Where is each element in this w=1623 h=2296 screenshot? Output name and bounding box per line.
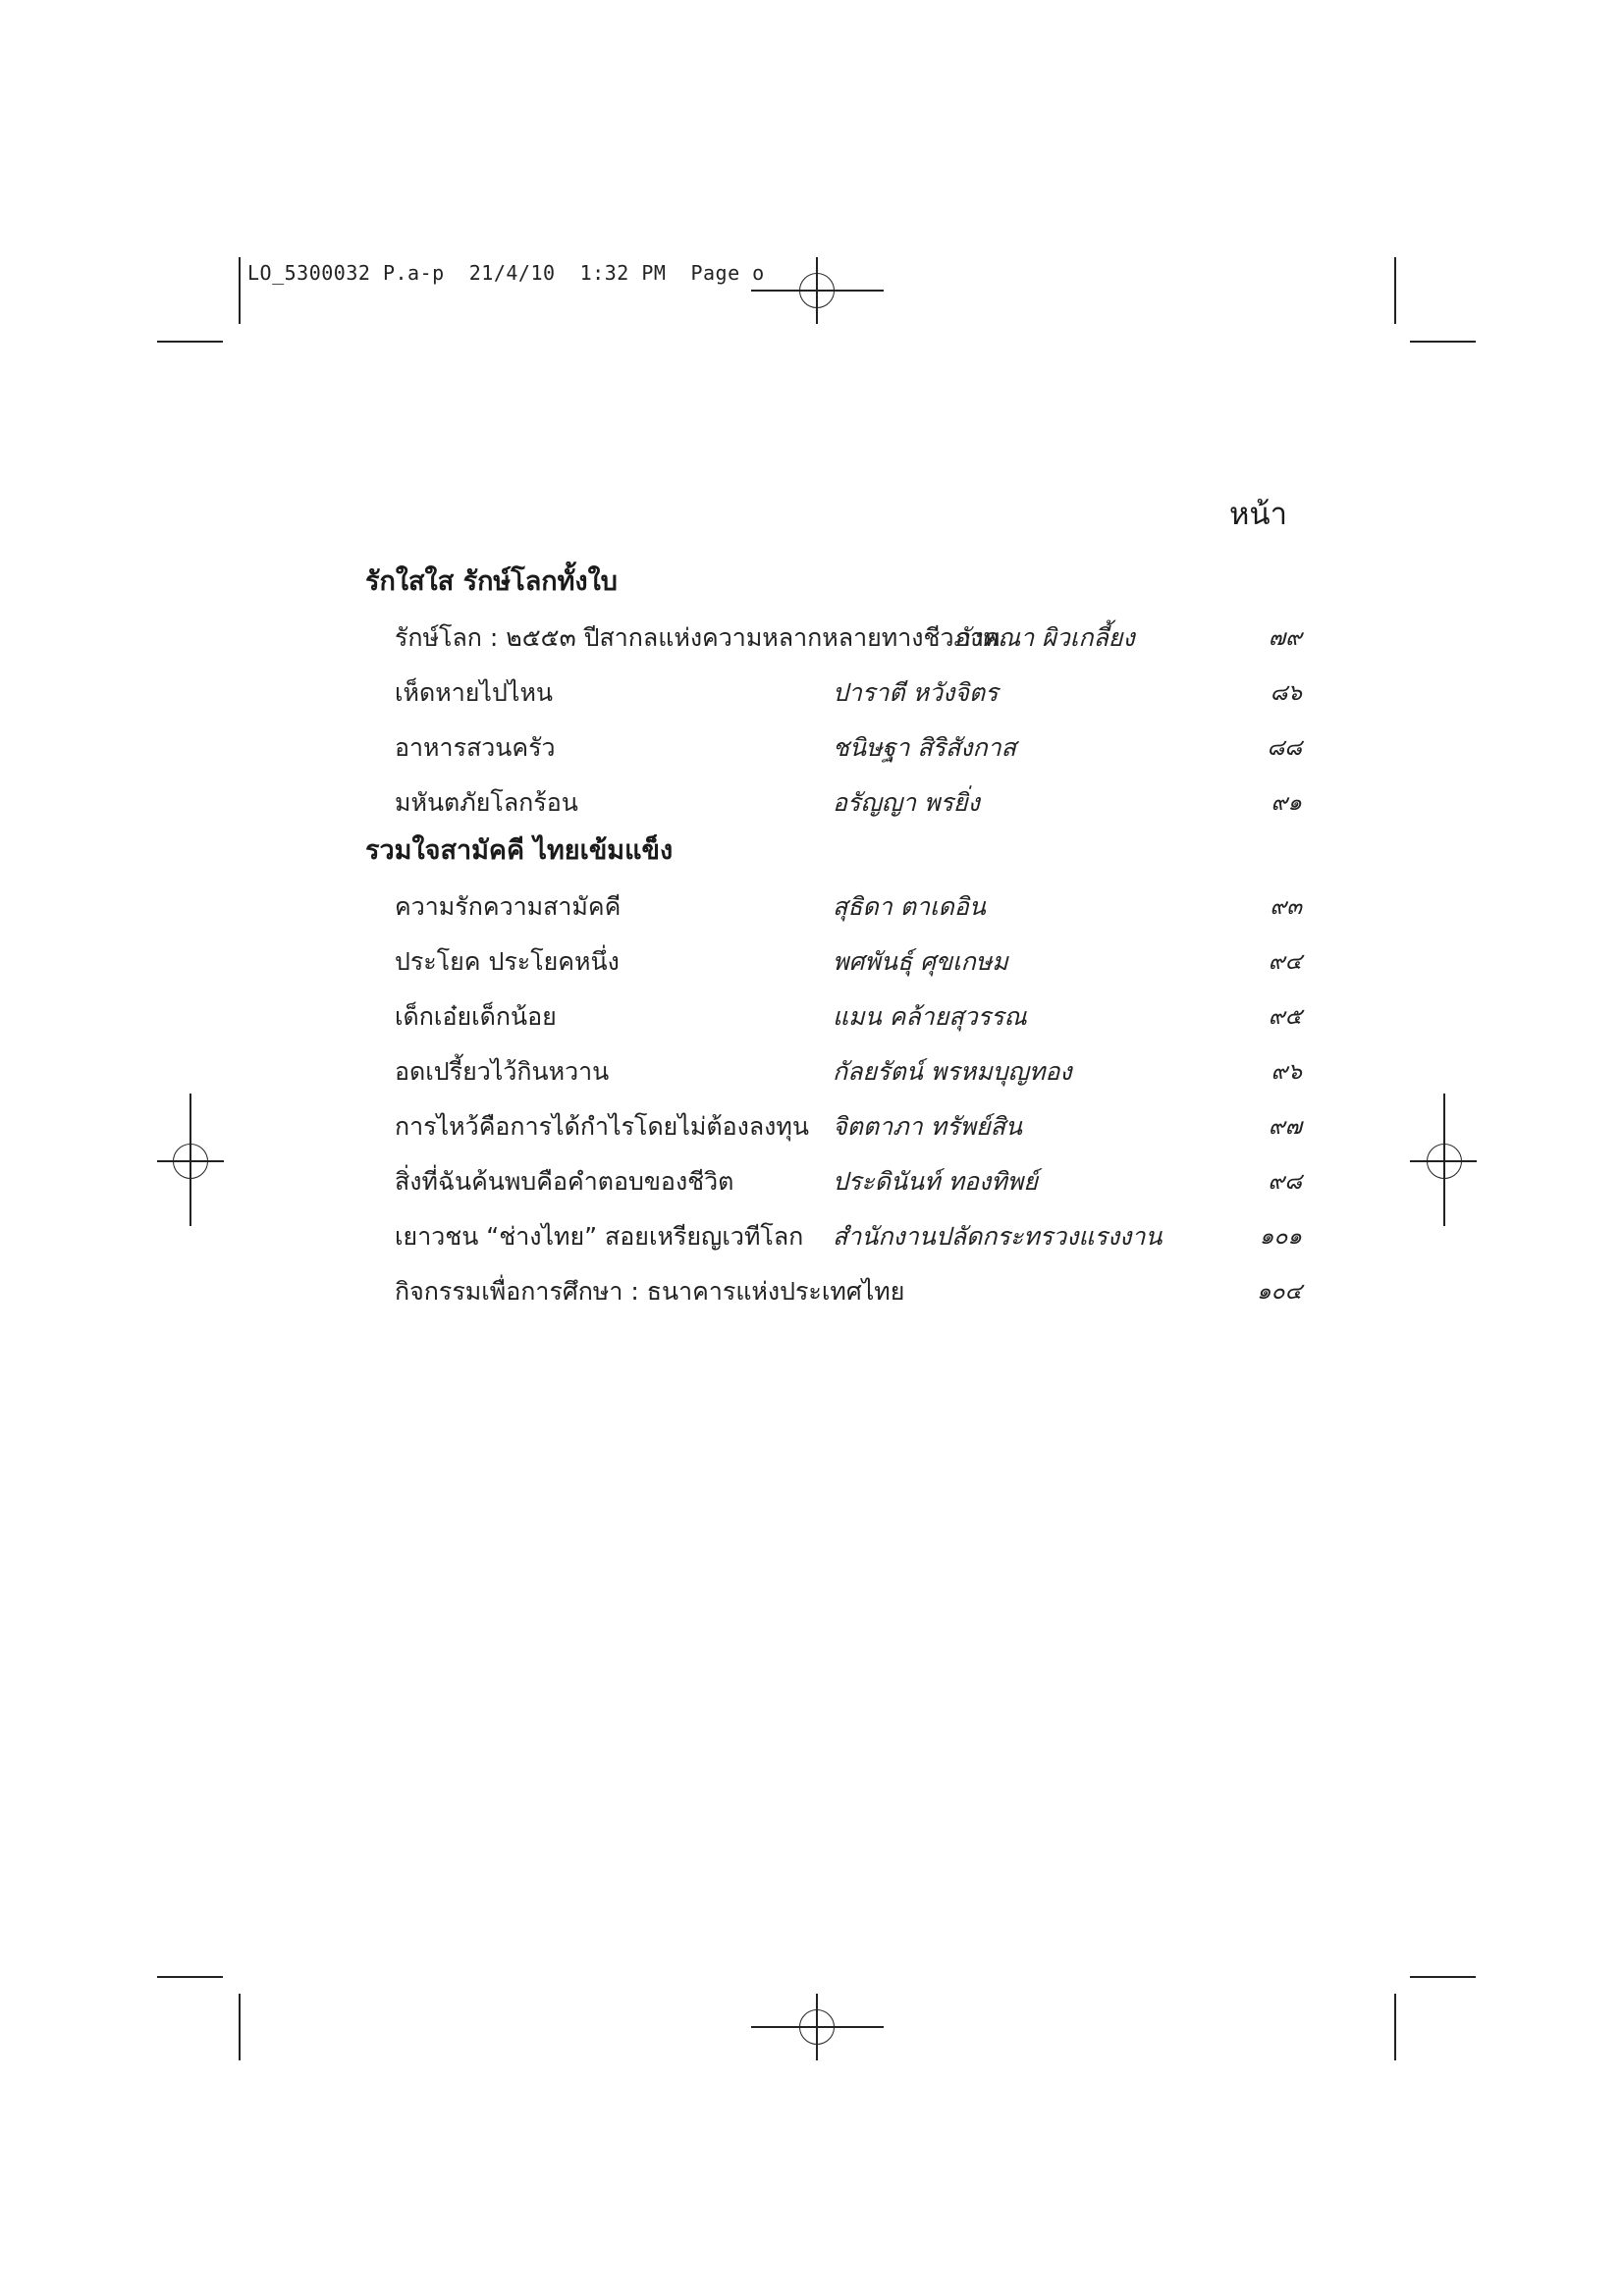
entry-page-number: ๙๓ <box>1270 894 1302 920</box>
entry-title: การไหว้คือการได้กำไรโดยไม่ต้องลงทุน <box>395 1112 809 1141</box>
crop-mark <box>239 257 241 324</box>
entry-title: อาหารสวนครัว <box>395 733 556 762</box>
entry-title: เยาวชน “ช่างไทย” สอยเหรียญเวทีโลก <box>395 1222 804 1251</box>
toc-entry <box>365 931 1308 986</box>
registration-mark-icon <box>1427 1144 1462 1179</box>
page-column-label: หน้า <box>1229 497 1288 532</box>
entry-title: สิ่งที่ฉันค้นพบคือคำตอบของชีวิต <box>395 1167 734 1196</box>
registration-mark-icon <box>799 273 835 308</box>
entry-title: เด็กเอ๋ยเด็กน้อย <box>395 1002 557 1031</box>
crop-mark <box>239 1994 241 2060</box>
entry-page-number: ๗๙ <box>1268 625 1302 651</box>
entry-page-number: ๙๔ <box>1268 949 1302 975</box>
entry-title: มหันตภัยโลกร้อน <box>395 788 578 817</box>
table-of-contents <box>365 558 1308 1315</box>
toc-entry <box>365 986 1308 1041</box>
section-heading: รักใสใส รักษ์โลกทั้งใบ <box>365 566 618 597</box>
entry-author: ปาราตี หวังจิตร <box>833 678 999 707</box>
entry-page-number: ๙๕ <box>1268 1004 1302 1030</box>
toc-entry <box>365 1095 1308 1150</box>
entry-author: กัลยรัตน์ พรหมบุญทอง <box>833 1057 1072 1086</box>
toc-entry <box>365 607 1308 662</box>
entry-title: เห็ดหายไปไหน <box>395 678 554 707</box>
entry-author: พศพันธุ์ ศุขเกษม <box>833 947 1008 976</box>
entry-author: แมน คล้ายสุวรรณ <box>833 1002 1027 1031</box>
entry-page-number: ๙๗ <box>1268 1114 1302 1140</box>
toc-entry <box>365 1041 1308 1095</box>
entry-author: สุธิดา ตาเดอิน <box>833 892 986 921</box>
entry-title: กิจกรรมเพื่อการศึกษา : ธนาคารแห่งประเทศไทย <box>395 1277 905 1306</box>
crop-mark <box>1394 257 1396 324</box>
entry-title: ความรักความสามัคคี <box>395 892 622 921</box>
entry-page-number: ๑๐๔ <box>1256 1279 1302 1305</box>
toc-entry <box>365 1205 1308 1260</box>
entry-page-number: ๘๘ <box>1267 735 1302 761</box>
print-slug: LO_5300032 P.a-p 21/4/10 1:32 PM Page o <box>247 261 765 285</box>
entry-author: สำนักงานปลัดกระทรวงแรงงาน <box>833 1222 1163 1251</box>
registration-mark-icon <box>799 2009 835 2045</box>
toc-entry <box>365 1150 1308 1205</box>
entry-title: อดเปรี้ยวไว้กินหวาน <box>395 1057 610 1086</box>
toc-entry <box>365 772 1308 827</box>
section-heading: รวมใจสามัคคี ไทยเข้มแข็ง <box>365 835 674 866</box>
entry-page-number: ๙๑ <box>1271 790 1302 816</box>
registration-mark-icon <box>173 1144 208 1179</box>
toc-entry <box>365 662 1308 717</box>
toc-entry <box>365 1260 1308 1315</box>
toc-entry <box>365 876 1308 931</box>
entry-page-number: ๙๖ <box>1271 1059 1302 1085</box>
toc-entry <box>365 717 1308 772</box>
entry-title: ประโยค ประโยคหนึ่ง <box>395 947 620 976</box>
crop-mark <box>157 1976 223 1978</box>
entry-author: ประดินันท์ ทองทิพย์ <box>833 1167 1038 1196</box>
crop-mark <box>1410 341 1476 343</box>
entry-author: อรัญญา พรยิ่ง <box>833 788 980 817</box>
crop-mark <box>1410 1976 1476 1978</box>
entry-page-number: ๑๐๑ <box>1259 1224 1302 1250</box>
crop-mark <box>157 341 223 343</box>
entry-author: ชนิษฐา สิริสังกาส <box>833 733 1016 762</box>
entry-author: อังคณา ผิวเกลี้ยง <box>954 623 1135 652</box>
crop-mark <box>1394 1994 1396 2060</box>
entry-title: รักษ์โลก : ๒๕๕๓ ปีสากลแห่งความหลากหลายทางชีวภาพ <box>395 623 1001 652</box>
entry-author: จิตตาภา ทรัพย์สิน <box>833 1112 1023 1141</box>
entry-page-number: ๙๘ <box>1268 1169 1302 1195</box>
entry-page-number: ๘๖ <box>1270 680 1302 706</box>
